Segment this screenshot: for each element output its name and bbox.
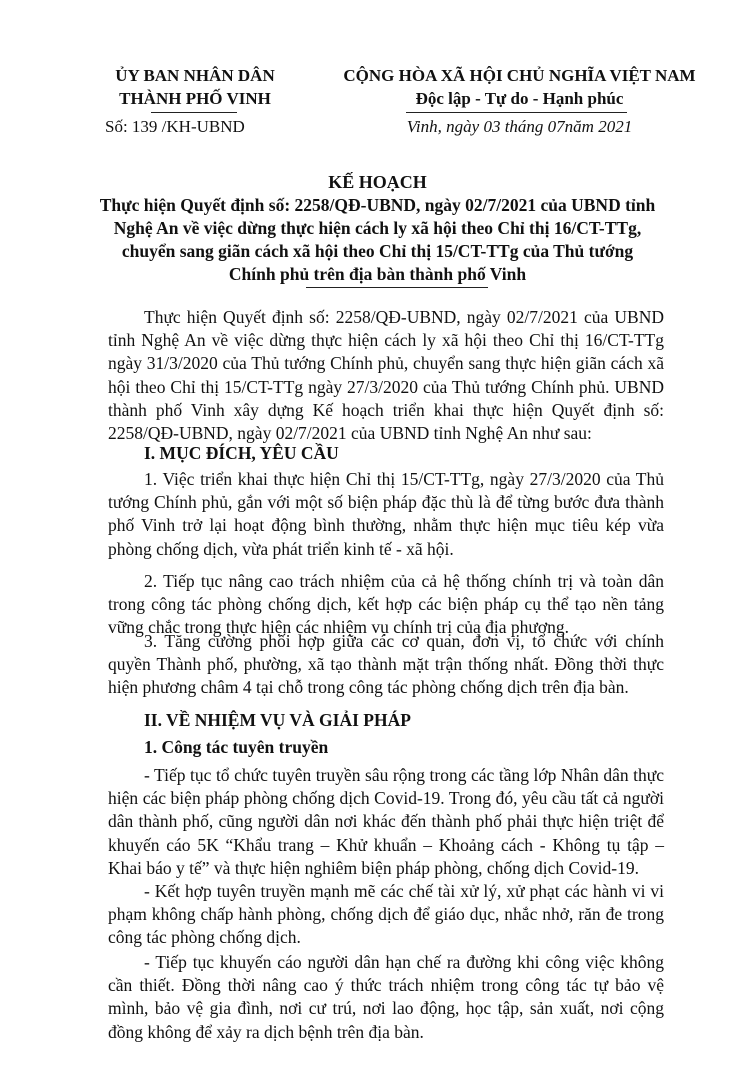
document-title: KẾ HOẠCH: [328, 172, 427, 192]
section-2-item-3: - Tiếp tục khuyến cáo người dân hạn chế ra đường khi công việc không cần thiết. Đồng thời nâng cao ý thức trách nhiệm trong công tác tự bảo vệ mình, bảo vệ gia đình, nơi cư trú, nơi lao động, học tập, sản xuất, nơi cộng đồng không để xảy ra dịch bệnh trên địa bàn.: [108, 952, 664, 1042]
motto: Độc lập - Tự do - Hạnh phúc: [415, 89, 624, 108]
title-line2: Nghệ An về việc dừng thực hiện cách ly xã hội theo Chỉ thị 16/CT-TTg,: [113, 218, 642, 238]
motto-underline: [406, 112, 627, 113]
document-number: Số: 139 /KH-UBND: [105, 117, 245, 136]
section-1-item-1: 1. Việc triển khai thực hiện Chỉ thị 15/CT-TTg, ngày 27/3/2020 của Thủ tướng Chính phủ, gắn với một số biện pháp đặc thù là để từng bước đưa thành phố Vinh trở lại hoạt động bình thường, nhằm thực hiện mục tiêu kép vừa phòng chống dịch, vừa phát triển kinh tế - xã hội.: [108, 469, 664, 559]
section-1-heading: I. MỤC ĐÍCH, YÊU CẦU: [144, 443, 339, 463]
section-1-item-3: 3. Tăng cường phối hợp giữa các cơ quan, đơn vị, tổ chức với chính quyền Thành phố, phường, xã tạo thành mặt trận thống nhất. Đồng thời thực hiện phương châm 4 tại chỗ trong công tác phòng chống dịch trên địa bàn.: [108, 631, 664, 698]
section-2-item-2: - Kết hợp tuyên truyền mạnh mẽ các chế tài xử lý, xử phạt các hành vi vi phạm không chấp hành phòng, chống dịch để giáo dục, nhắc nhở, răn đe trong công tác phòng chống dịch.: [108, 881, 664, 948]
title-line4: Chính phủ trên địa bàn thành phố Vinh: [228, 264, 527, 284]
issue-date: Vinh, ngày 03 tháng 07năm 2021: [406, 117, 633, 136]
title-line1: Thực hiện Quyết định số: 2258/QĐ-UBND, ngày 02/7/2021 của UBND tỉnh: [99, 195, 656, 215]
intro-paragraph: Thực hiện Quyết định số: 2258/QĐ-UBND, ngày 02/7/2021 của UBND tỉnh Nghệ An về việc dừng thực hiện cách ly xã hội theo Chỉ thị 16/CT-TTg ngày 31/3/2020 của Thủ tướng Chính phủ, chuyển sang thực hiện giãn cách xã hội theo Chỉ thị 15/CT-TTg ngày 27/3/2020 của Thủ tướng Chính phủ. UBND thành phố Vinh xây dựng Kế hoạch triển khai thực hiện Quyết định số: 2258/QĐ-UBND, ngày 02/7/2021 của UBND tỉnh Nghệ An như sau:: [108, 307, 664, 444]
issuer-underline: [151, 112, 237, 113]
issuer-line2: THÀNH PHỐ VINH: [119, 89, 271, 108]
title-line3: chuyển sang giãn cách xã hội theo Chỉ thị 15/CT-TTg của Thủ tướng: [121, 241, 634, 261]
section-2-heading: II. VỀ NHIỆM VỤ VÀ GIẢI PHÁP: [144, 710, 411, 730]
section-2-subheading: 1. Công tác tuyên truyền: [144, 737, 329, 757]
country-name: CỘNG HÒA XÃ HỘI CHỦ NGHĨA VIỆT NAM: [343, 66, 696, 85]
issuer-line1: ỦY BAN NHÂN DÂN: [115, 66, 275, 85]
title-underline: [306, 287, 488, 288]
section-1-item-2: 2. Tiếp tục nâng cao trách nhiệm của cả hệ thống chính trị và toàn dân trong công tác phòng chống dịch, kết hợp các biện pháp cụ thể tạo nền tảng vững chắc trong thực hiện các nhiệm vụ chính trị của địa phương.: [108, 571, 664, 638]
section-2-item-1: - Tiếp tục tổ chức tuyên truyền sâu rộng trong các tầng lớp Nhân dân thực hiện các biện pháp phòng chống dịch Covid-19. Trong đó, yêu cầu tất cả người dân thành phố, cũng người dân nơi khác đến thành phố phải thực hiện triệt để khuyến cáo 5K “Khẩu trang – Khử khuẩn – Khoảng cách - Không tụ tập – Khai báo y tế” và thực hiện nghiêm biện pháp phòng, chống dịch Covid-19.: [108, 765, 664, 878]
